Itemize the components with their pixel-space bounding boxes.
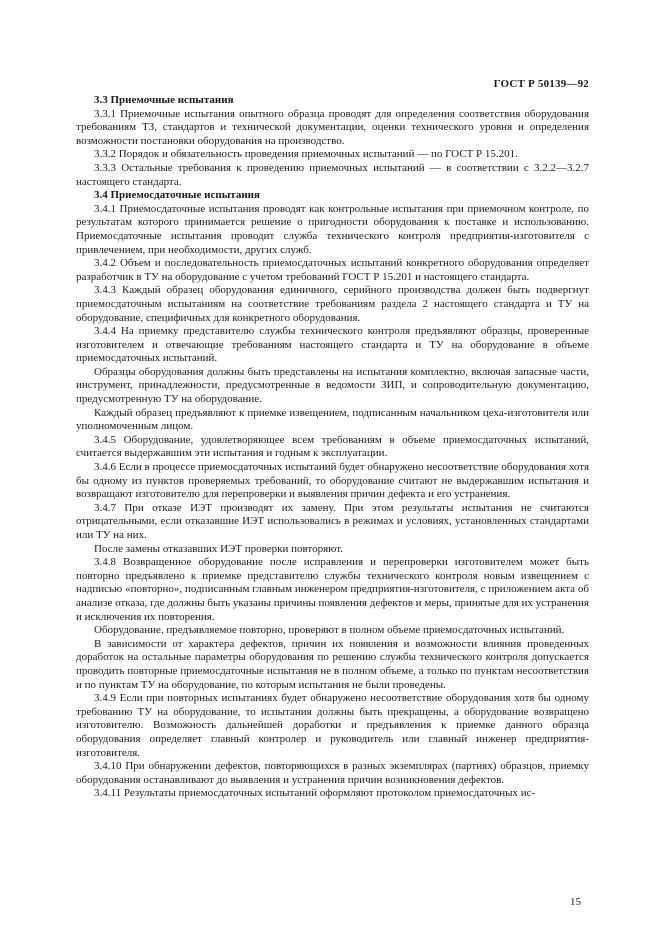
paragraph: После замены отказавших ИЭТ проверки повторяют.	[94, 542, 343, 555]
page-number: 15	[570, 896, 581, 908]
paragraph: Оборудование, предъявляемое повторно, проверяют в полном объеме приемосдаточных испытаний.	[94, 624, 565, 637]
paragraph: 3.4.8 Возвращенное оборудование после исправления и перепроверки изготовителем может быть повторно предъявлено к приемке представителю службы технического контроля новым извещением с надписью «повторно», подписанным главным инженером предприятия-изготовителя, с приложением акта об анализе отказа, где должны быть указаны причины появления дефектов и меры, принятые для их устранения и исключения их повторения.	[76, 556, 589, 623]
paragraph: 3.4.3 Каждый образец оборудования единичного, серийного производства должен быть подвергнут приемосдаточным испытаниям на соответствие требованиям раздела 2 настоящего стандарта и ТУ на оборудование, специфичных для конкретного оборудования.	[76, 284, 589, 324]
paragraph: 3.4.2 Объем и последовательность приемосдаточных испытаний конкретного оборудования определяет разработчик в ТУ на оборудование с учетом требований ГОСТ Р 15.201 и настоящего стандарта.	[76, 257, 589, 283]
paragraph: 3.3.1 Приемочные испытания опытного образца проводят для определения соответствия оборудования требованиям ТЗ, стандартов и технической документации, оценки технического уровня и определения возможности постановки оборудования на производство.	[76, 107, 589, 147]
paragraph: 3.4.11 Результаты приемосдаточных испытаний оформляют протоколом приемосдаточных ис-	[94, 787, 536, 800]
paragraph: 3.4.10 При обнаружении дефектов, повторяющихся в разных экземплярах (партиях) образцов, приемку оборудования останавливают до выявления и устранения причин возникновения дефектов.	[76, 760, 589, 786]
paragraph: В зависимости от характера дефектов, причин их появления и возможности влияния проведенных доработок на остальные параметры оборудования по решению службы технического контроля допускается проводить повторные приемосдаточные испытания не в полном объеме, а только по пунктам несоответствия и по пунктам ТУ на оборудование, по которым испытания не были проведены.	[76, 637, 589, 691]
paragraph: 3.4.7 При отказе ИЭТ производят их замену. При этом результаты испытания не считаются отрицательными, если отказавшие ИЭТ использовались в режимах и условиях, установленных стандартами или ТУ на них.	[76, 501, 589, 541]
paragraph: 3.4.6 Если в процессе приемосдаточных испытаний будет обнаружено несоответствие оборудования хотя бы одному из пунктов проверяемых требований, то оборудование считают не выдержавшим испытания и возвращают изготовителю для перепроверки и выявления причин дефекта и его устранения.	[76, 461, 589, 501]
paragraph: 3.4.5 Оборудование, удовлетворяющее всем требованиям в объеме приемосдаточных испытаний, считается выдержавшим эти испытания и годным к эксплуатации.	[76, 433, 589, 460]
standard-number-header: ГОСТ Р 50139—92	[493, 78, 589, 90]
paragraph: 3.4.1 Приемосдаточные испытания проводят как контрольные испытания при приемочном контроле, по результатам которого принимается решение о пригодности оборудования к поставке и использованию. Приемосдаточные испытания проводит служба технического контроля предприятия-изготовителя с привлечением, при необходимости, других служб.	[76, 202, 589, 256]
section-heading: 3.3 Приемочные испытания	[94, 94, 234, 106]
section-heading: 3.4 Приемосдаточные испытания	[94, 189, 260, 202]
paragraph: 3.4.9 Если при повторных испытаниях будет обнаружено несоответствие оборудования хотя бы одному требованию ТУ на оборудование, то испытания должны быть прекращены, а оборудование возвращено изготовителю. Возможность дальнейшей доработки и предъявления к приемке данного образца оборудования определяет главный контролер и руководитель или главный инженер предприятия-изготовителя.	[76, 692, 589, 759]
document-body	[76, 94, 589, 801]
paragraph: 3.4.4 На приемку представителю службы технического контроля предъявляют образцы, проверенные изготовителем и отвечающие требованиям настоящего стандарта и ТУ на оборудование в объеме приемосдаточных испытаний.	[76, 325, 589, 365]
paragraph: 3.3.3 Остальные требования к проведению приемочных испытаний — в соответствии с 3.2.2—3.2.7 настоящего стандарта.	[76, 161, 589, 188]
paragraph: Каждый образец предъявляют к приемке извещением, подписанным начальником цеха-изготовителя или уполномоченным лицом.	[76, 406, 589, 433]
paragraph: 3.3.2 Порядок и обязательность проведения приемочных испытаний — по ГОСТ Р 15.201.	[94, 148, 518, 161]
paragraph: Образцы оборудования должны быть представлены на испытания комплектно, включая запасные части, инструмент, принадлежности, предусмотренные в ведомости ЗИП, и сопроводительную документацию, предусмотренную ТУ на оборудование.	[76, 365, 589, 406]
